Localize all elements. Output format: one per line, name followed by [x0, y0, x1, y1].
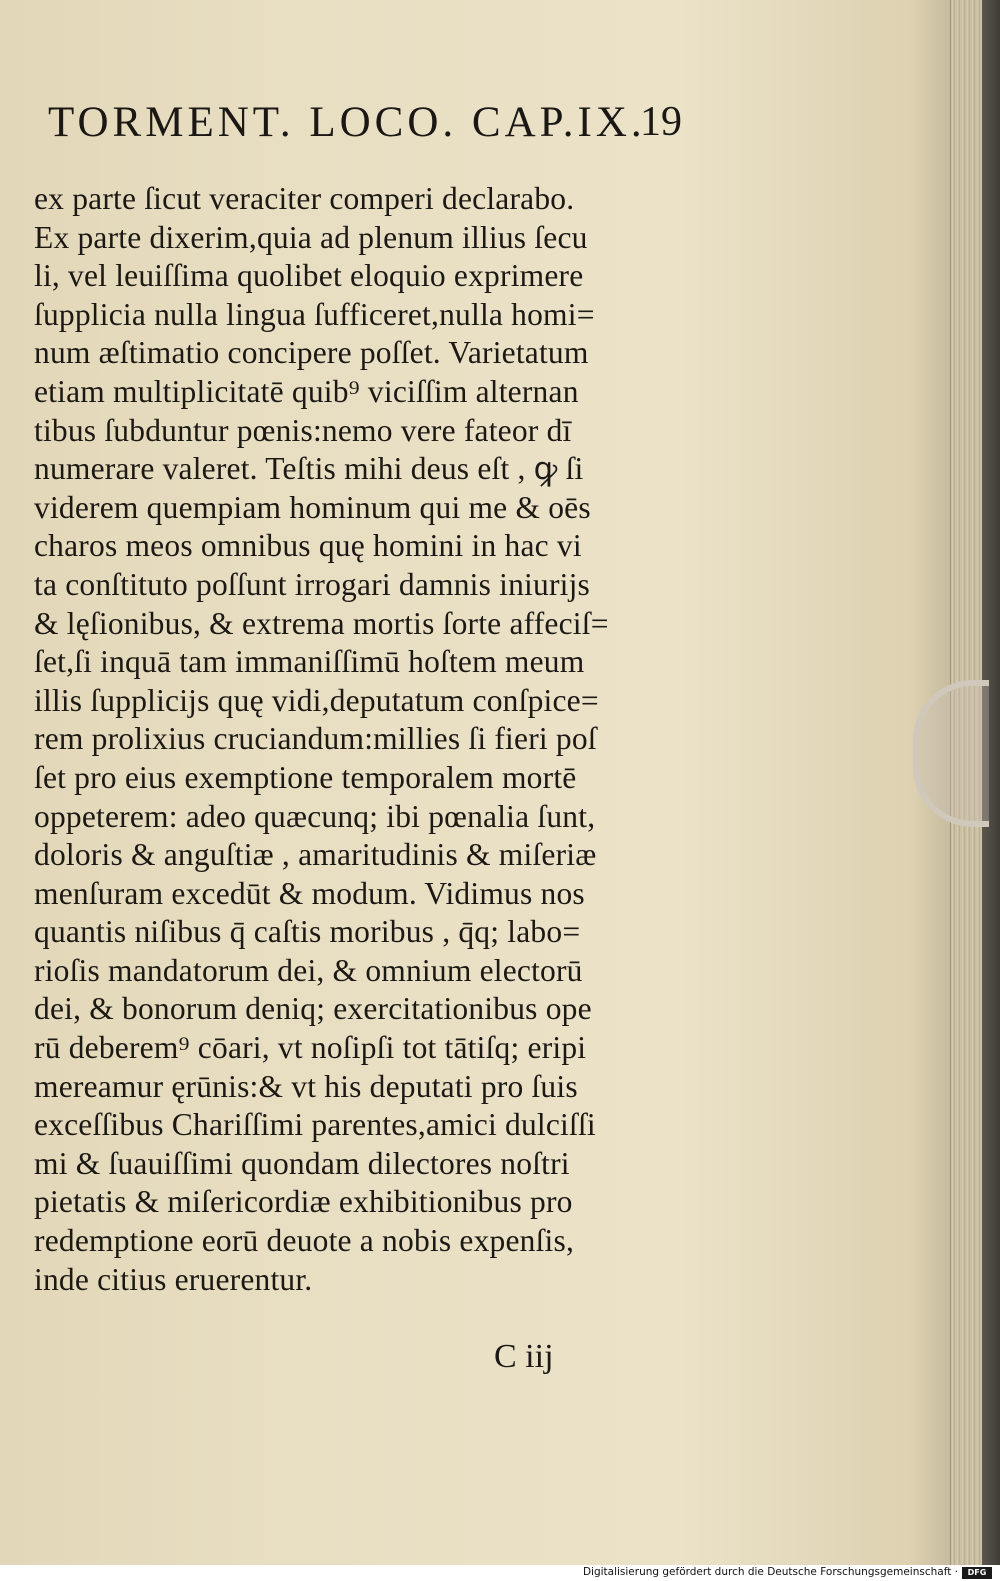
- text-line: ſet,ſi inquā tam immaniſſimū hoſtem meum: [34, 644, 585, 680]
- text-line: li, vel leuiſſima quolibet eloquio exprimere: [34, 258, 584, 294]
- text-line: dei, & bonorum deniq; exercitationibus ope: [34, 991, 592, 1027]
- text-line: mi & ſuauiſſimi quondam dilectores noſtri: [34, 1145, 570, 1181]
- text-line: inde citius eruerentur.: [34, 1261, 313, 1297]
- text-line: doloris & anguſtiæ , amaritudinis & miſeriæ: [34, 837, 597, 873]
- footer-credit: Digitalisierung gefördert durch die Deutsche Forschungsgemeinschaft ·: [582, 1566, 958, 1578]
- text-line: tibus ſubduntur pœnis:nemo vere fateor dī: [34, 412, 572, 448]
- page-number: 19: [640, 99, 682, 145]
- text-line: ta conſtituto poſſunt irrogari damnis iniurijs: [34, 566, 591, 602]
- text-line: viderem quempiam hominum qui me & oēs: [34, 489, 591, 525]
- running-title: TORMENT. LOCO. CAP.IX.: [48, 99, 646, 146]
- text-line: quantis niſibus q̄ caſtis moribus , q̄q; labo=: [34, 914, 581, 950]
- text-line: oppeterem: adeo quæcunq; ibi pœnalia ſunt,: [34, 798, 596, 834]
- text-line: ex parte ſicut veraciter comperi declarabo.: [34, 181, 575, 216]
- body-text: [34, 180, 724, 1299]
- text-line: Ex parte dixerim,quia ad plenum illius ſecu: [34, 219, 588, 255]
- text-line: etiam multiplicitatē quib⁹ viciſſim alternan: [34, 373, 579, 409]
- text-line: exceſſibus Chariſſimi parentes,amici dulciſſi: [34, 1107, 596, 1143]
- text-line: rem prolixius cruciandum:millies ſi fieri poſ: [34, 721, 597, 757]
- text-line: redemptione eorū deuote a nobis expenſis,: [34, 1223, 575, 1259]
- dfg-logo: DFG: [962, 1567, 992, 1579]
- text-line: ſet pro eius exemptione temporalem mortē: [34, 759, 577, 795]
- text-line: pietatis & miſericordiæ exhibitionibus pro: [34, 1184, 573, 1220]
- text-line: rū deberem⁹ cōari, vt noſipſi tot tātiſq; eripi: [34, 1030, 587, 1066]
- text-line: mereamur ęrūnis:& vt his deputati pro ſuis: [34, 1068, 578, 1104]
- text-line: numerare valeret. Teſtis mihi deus eſt , ꝙ ſi: [34, 451, 584, 487]
- text-line: charos meos omnibus quę homini in hac vi: [34, 528, 582, 564]
- text-line: num æſtimatio concipere poſſet. Varietatum: [34, 335, 589, 371]
- text-line: illis ſupplicijs quę vidi,deputatum conſpice=: [34, 682, 599, 718]
- text-line: menſuram excedūt & modum. Vidimus nos: [34, 875, 585, 911]
- text-line: ſupplicia nulla lingua ſufficeret,nulla homi=: [34, 296, 595, 332]
- text-line: & lęſionibus, & extrema mortis ſorte affeciſ=: [34, 605, 609, 641]
- signature-mark: C iij: [494, 1338, 554, 1375]
- text-line: rioſis mandatorum dei, & omnium electorū: [34, 952, 583, 988]
